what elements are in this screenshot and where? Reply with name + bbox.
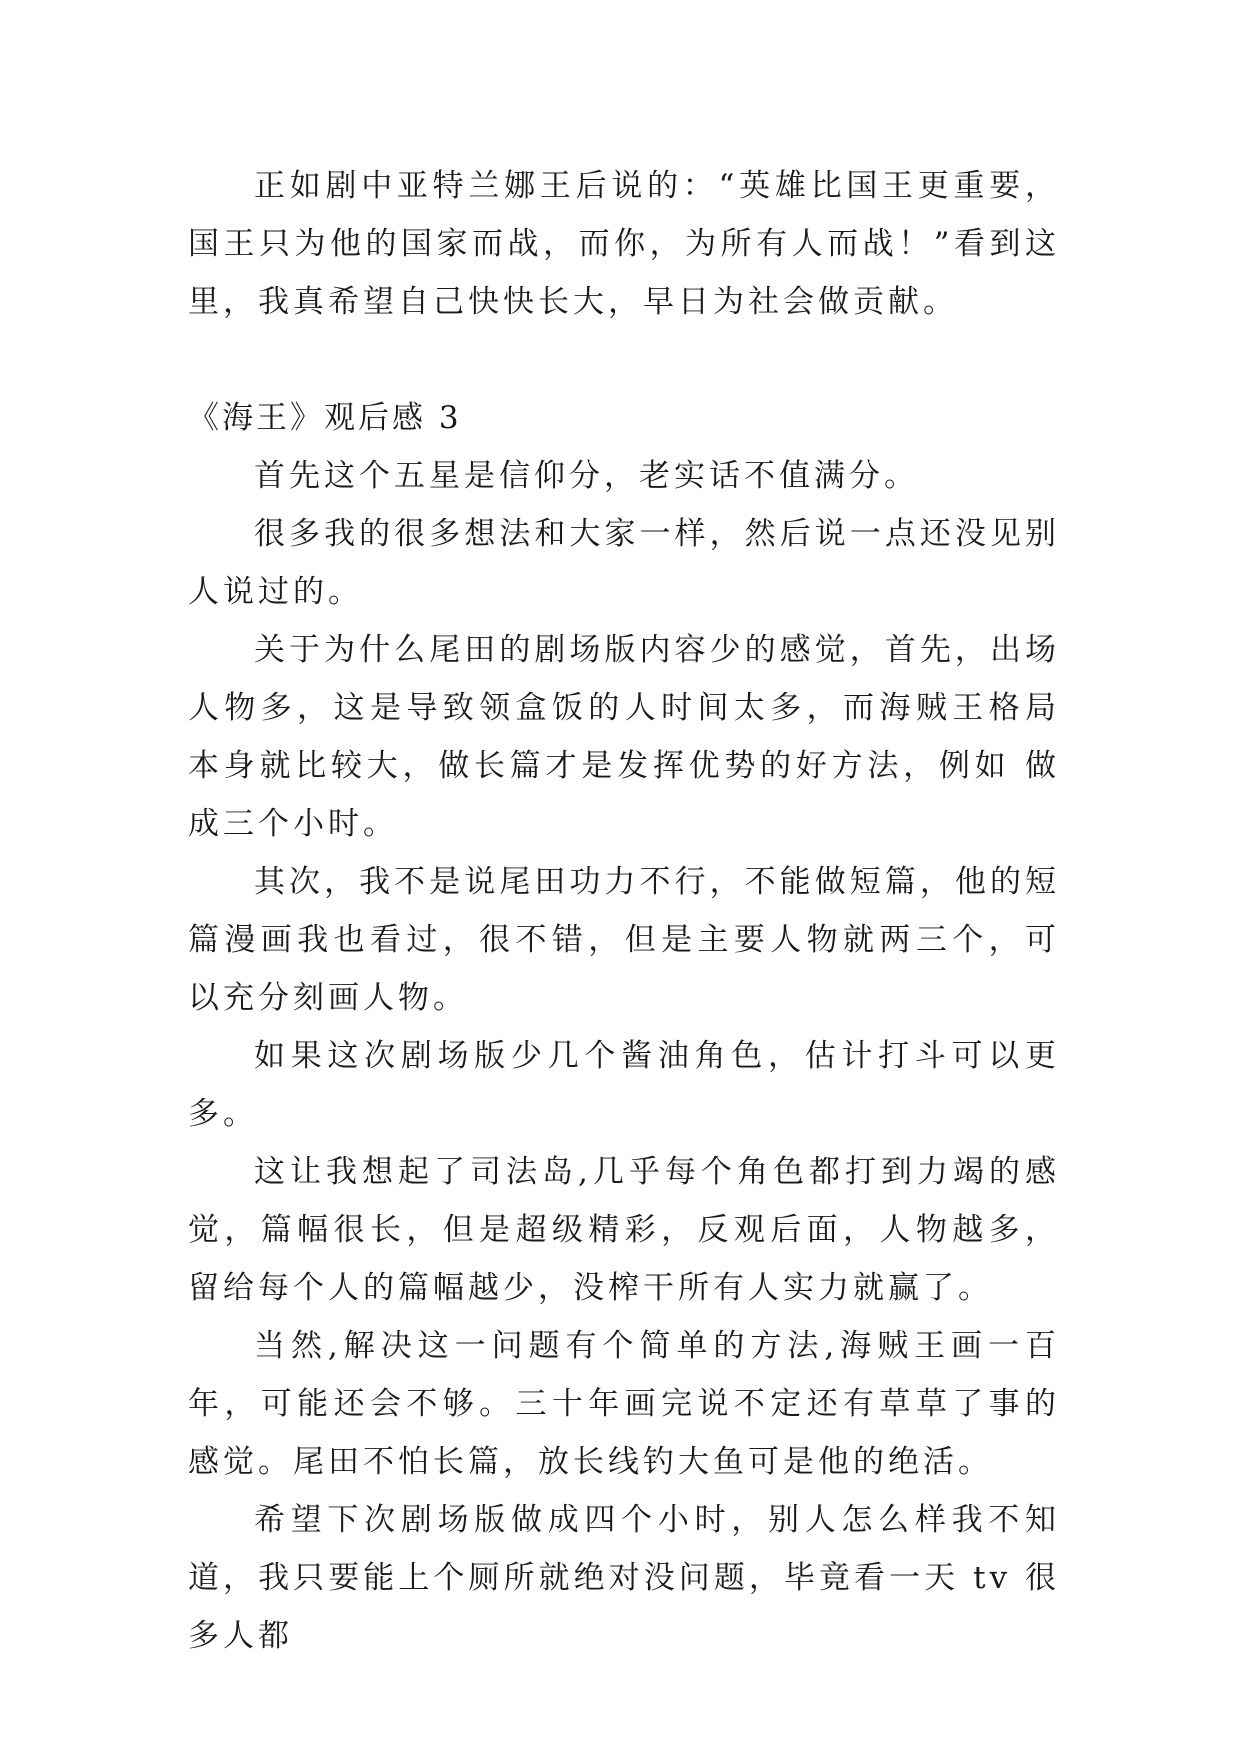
document-body [188,157,1060,1665]
body-paragraph: 当然,解决这一问题有个简单的方法,海贼王画一百年，可能还会不够。三十年画完说不定还有草草了事的感觉。尾田不怕长篇，放长线钓大鱼可是他的绝活。 [188,1328,1060,1480]
section-title: 《海王》观后感 3 [188,400,462,436]
body-paragraph: 这让我想起了司法岛,几乎每个角色都打到力竭的感觉，篇幅很长，但是超级精彩，反观后面，人物越多，留给每个人的篇幅越少，没榨干所有人实力就赢了。 [188,1154,1060,1306]
body-paragraph: 其次，我不是说尾田功力不行，不能做短篇，他的短篇漫画我也看过，很不错，但是主要人物就两三个，可以充分刻画人物。 [188,864,1060,1016]
body-paragraph: 如果这次剧场版少几个酱油角色，估计打斗可以更多。 [188,1038,1060,1132]
intro-paragraph: 正如剧中亚特兰娜王后说的：“英雄比国王更重要，国王只为他的国家而战，而你，为所有人而战！”看到这里，我真希望自己快快长大，早日为社会做贡献。 [188,168,1060,320]
body-paragraph: 很多我的很多想法和大家一样，然后说一点还没见别人说过的。 [188,516,1060,610]
body-paragraph: 首先这个五星是信仰分，老实话不值满分。 [254,458,919,494]
body-paragraph: 希望下次剧场版做成四个小时，别人怎么样我不知道，我只要能上个厕所就绝对没问题，毕竟看一天 tv 很多人都 [188,1502,1060,1654]
body-paragraph: 关于为什么尾田的剧场版内容少的感觉，首先，出场人物多，这是导致领盒饭的人时间太多，而海贼王格局本身就比较大，做长篇才是发挥优势的好方法，例如 做成三个小时。 [188,632,1060,842]
